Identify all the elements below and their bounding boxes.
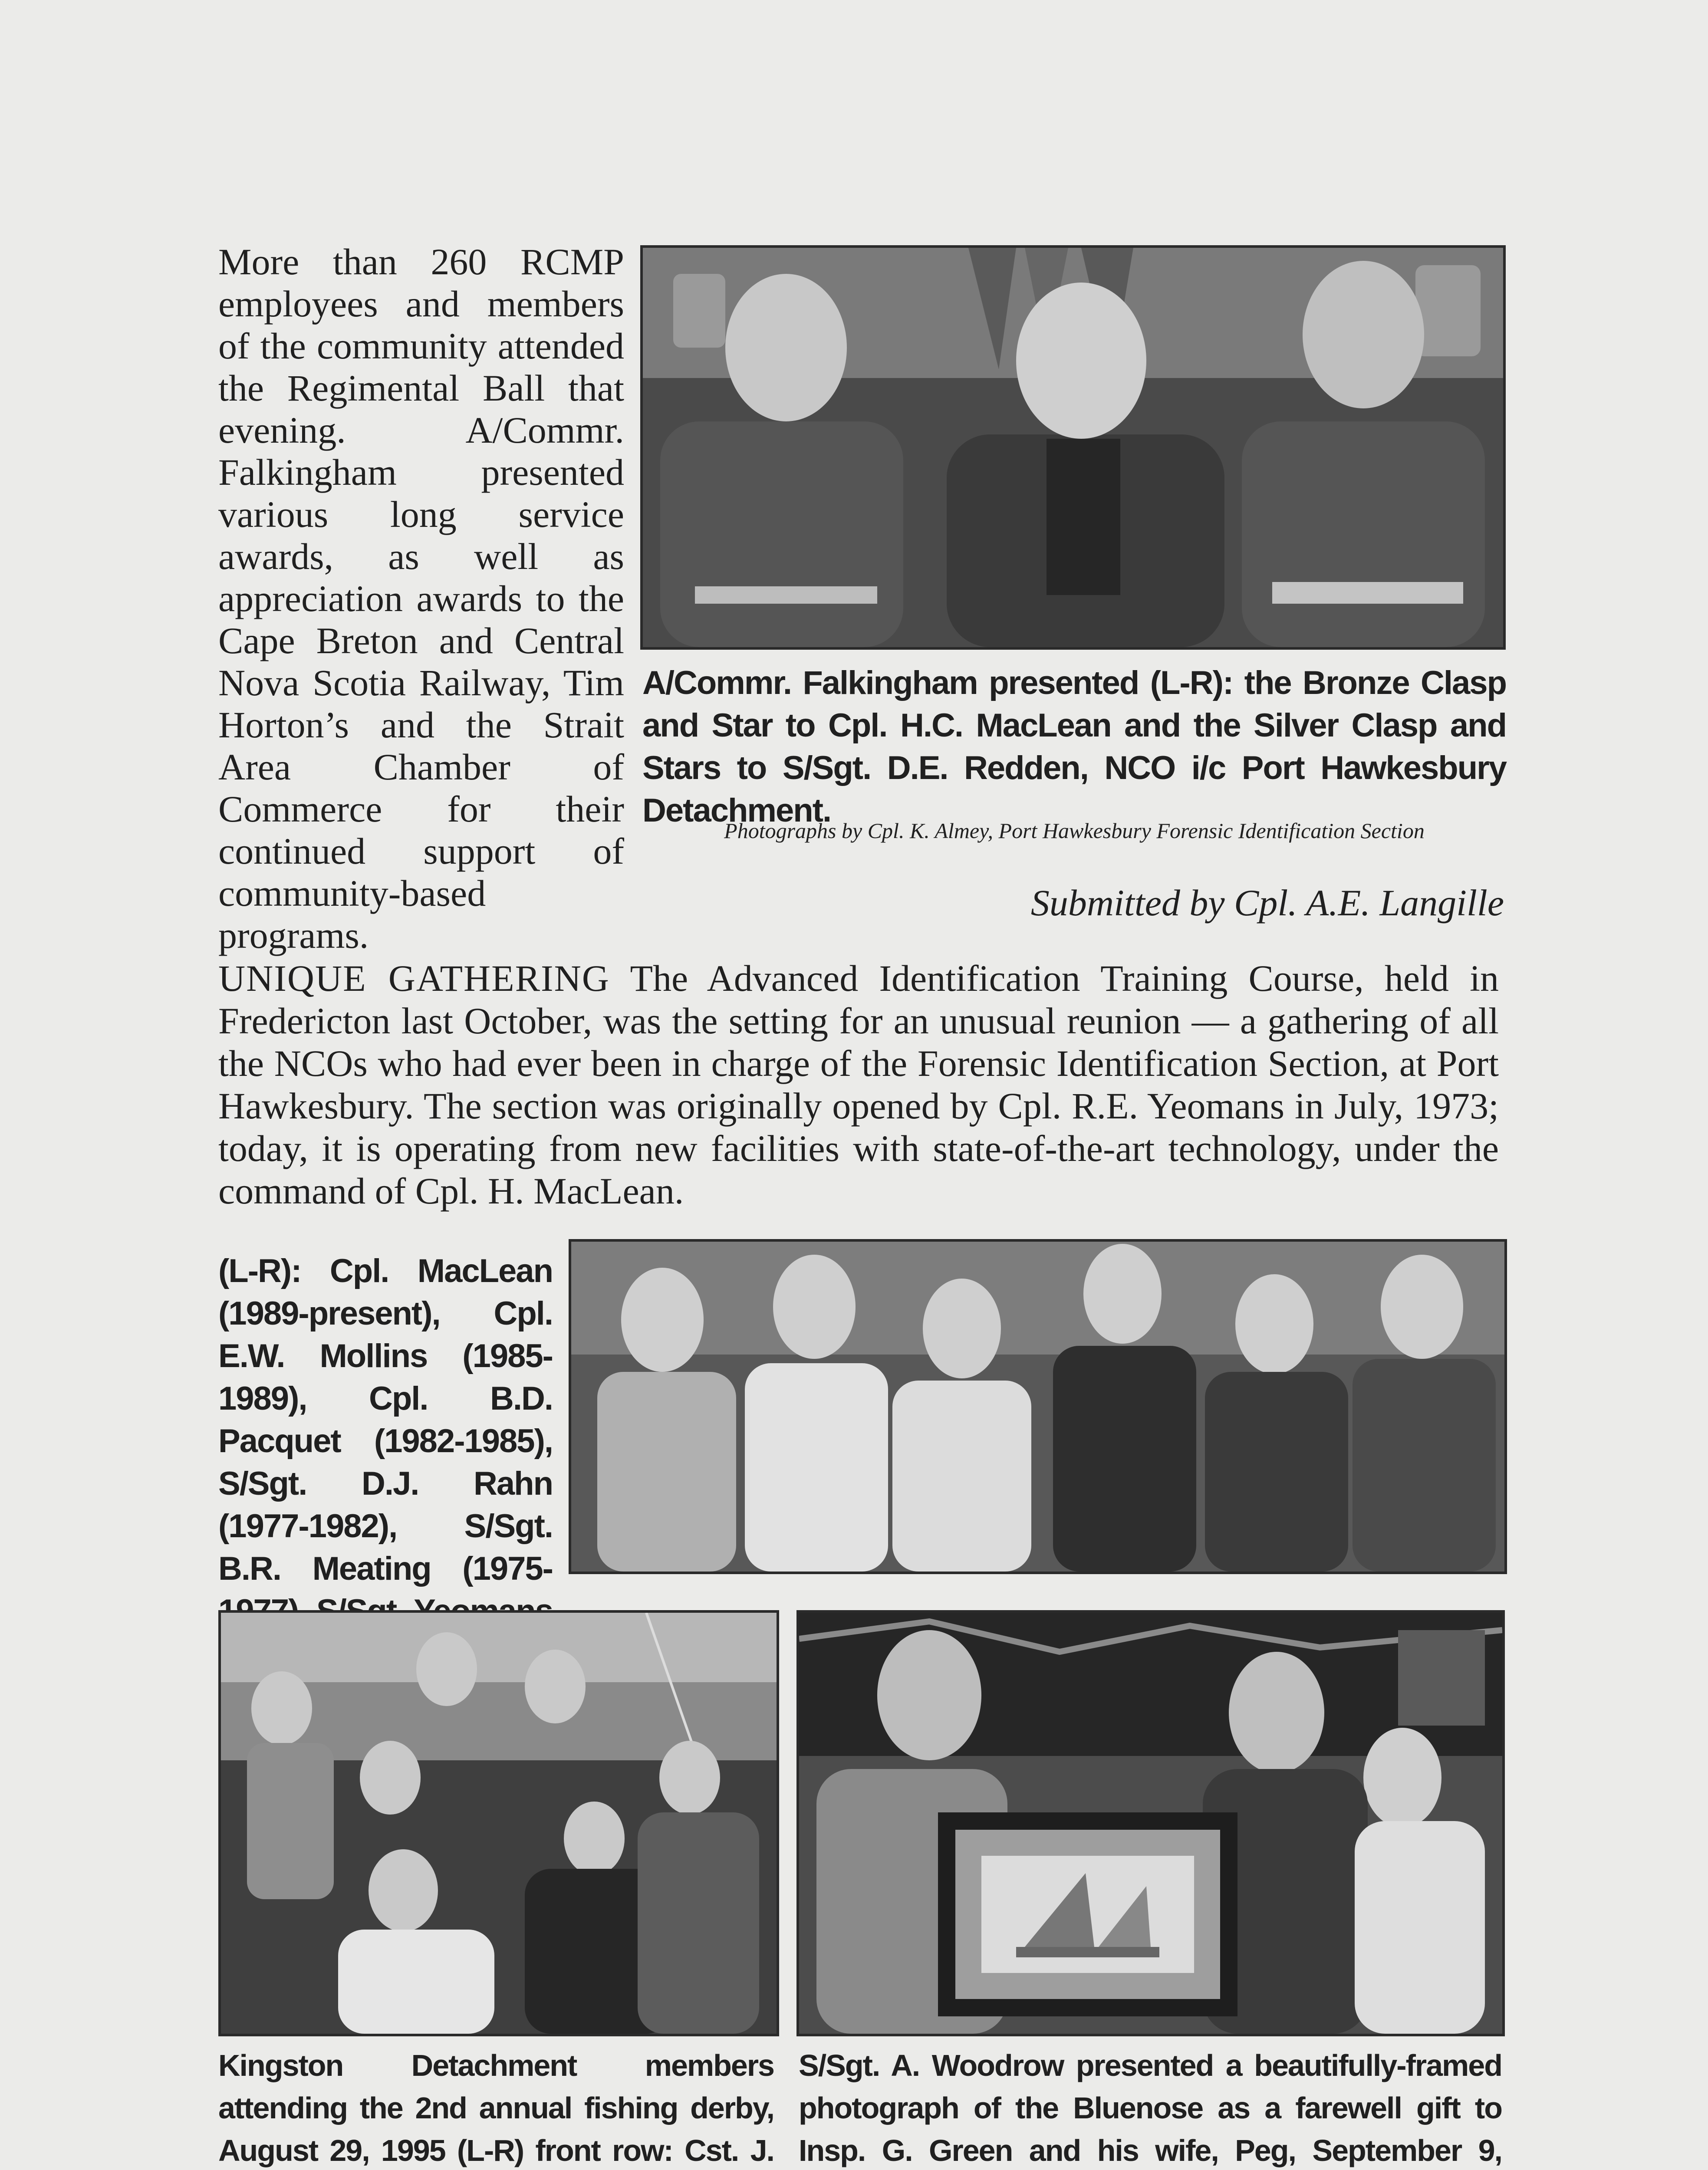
- section-headline: UNIQUE GATHERING: [218, 957, 610, 999]
- awards-photo: [640, 245, 1506, 650]
- awards-caption: A/Commr. Falkingham presented (L-R): the Bronze Clasp and Star to Cpl. H.C. MacLean and the Silver Clasp and Stars to S/Sgt. D.E. Redden, NCO i/c Port Hawkesbury Detachment.: [642, 664, 1506, 829]
- submitted-by: Submitted by Cpl. A.E. Langille: [1030, 882, 1504, 924]
- ncos-group-photo: [569, 1239, 1507, 1574]
- farewell-caption: S/Sgt. A. Woodrow presented a beautifully-framed photograph of the Bluenose as a farewell gift to Insp. G. Green and his wife, Peg, September 9,: [799, 2048, 1502, 2167]
- farewell-gift-photo: [796, 1610, 1505, 2036]
- ncos-caption: (L-R): Cpl. MacLean (1989-present), Cpl. E.W. Mollins (1985-1989), Cpl. B.D. Pacquet (1982-1985), S/Sgt. D.J. Rahn (1977-1982), S/Sgt. B.R. Meating (1975-: [218, 1253, 553, 1587]
- unique-gathering-paragraph: [218, 957, 1499, 1212]
- fishing-caption: Kingston Detachment members attending the 2nd annual fishing derby, August 29, 1995 (L-R) front row: Cst. J.: [218, 2048, 774, 2167]
- section-body: The Advanced Identification Training Course, held in Fredericton last October, was the setting for an unusual reunion — a gathering of all the NCOs who had ever been in charge of the Forensic Identification Section, at Port Hawkesbury. The section was originally opened by Cpl. R.E. Yeomans in July, 1973; today, it is operating from new facilities with state-of-the-art technology, under the command of Cpl. H. MacLean.: [218, 957, 1499, 1212]
- photo-credit: Photographs by Cpl. K. Almey, Port Hawkesbury Forensic Identification Section: [724, 819, 1425, 843]
- intro-paragraph: More than 260 RCMP employees and members of the community attended the Regimental Ball that evening. A/Commr. Falkingham presented various long service awards, as well as appreciation awards to the Cape Breton and Central Nova Scotia Railway, Tim Horton’s and the Strait Area Chamber of Commerce for their continued support of community-based programs.: [218, 241, 624, 956]
- fishing-derby-photo: [218, 1610, 779, 2036]
